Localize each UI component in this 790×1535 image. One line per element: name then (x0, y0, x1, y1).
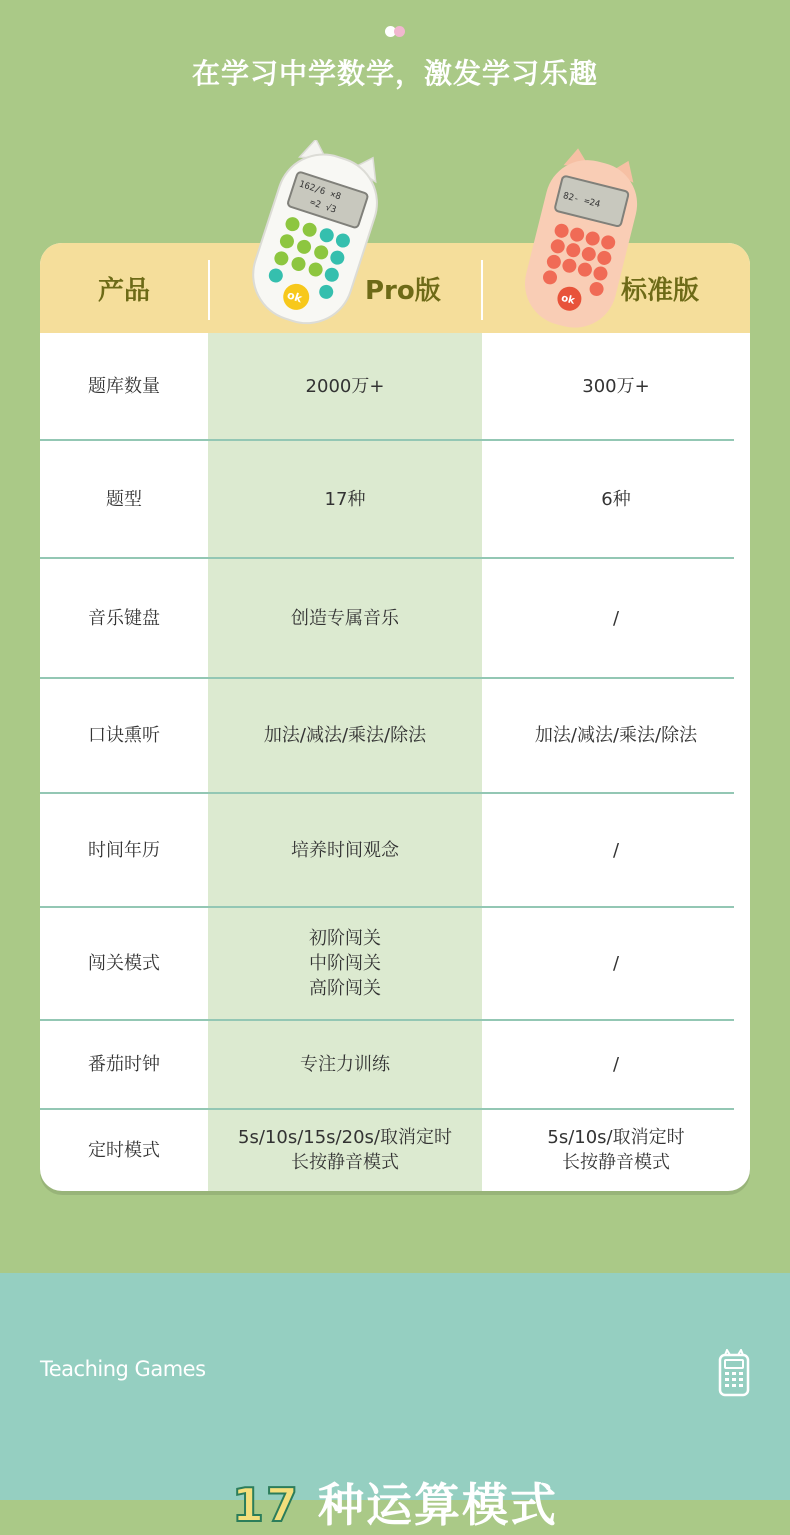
pro-screen-line-2: =2 √3 (308, 197, 338, 216)
standard-cell (482, 1020, 750, 1109)
standard-cell (482, 907, 750, 1020)
pro-cell (208, 1109, 482, 1191)
games-title-number: 17 (231, 1478, 300, 1532)
standard-cell-text: 5s/10s/取消定时 (547, 1127, 685, 1148)
feature-cell (40, 793, 208, 907)
feature-cell (40, 1020, 208, 1109)
indicator-dot[interactable] (394, 26, 405, 37)
feature-cell (40, 333, 208, 440)
pro-cell-text: 5s/10s/15s/20s/取消定时 (238, 1127, 452, 1148)
pro-cell-text: 加法/减法/乘法/除法 (263, 725, 427, 746)
pro-cell-text: 初阶闯关 (309, 928, 381, 949)
header-pro: Pro版 (365, 276, 441, 306)
pro-cell (208, 558, 482, 678)
pro-cell (208, 440, 482, 558)
carousel-indicator (385, 26, 407, 38)
standard-cell-text: / (612, 607, 620, 629)
pro-cell-text: 2000万+ (305, 376, 385, 397)
feature-cell (40, 678, 208, 793)
standard-ok-key-label: ok (559, 292, 576, 307)
comparison-table (40, 243, 750, 1191)
pro-cell (208, 907, 482, 1020)
standard-cell (482, 678, 750, 793)
games-section (0, 1273, 790, 1532)
standard-calculator-icon (520, 146, 644, 334)
standard-cell (482, 1109, 750, 1191)
pro-ok-key-label: ok (285, 288, 304, 306)
standard-cell (482, 333, 750, 440)
pro-cell (208, 678, 482, 793)
games-title (0, 1469, 790, 1532)
pro-cell-text: 培养时间观念 (291, 839, 399, 861)
feature-cell (40, 440, 208, 558)
pro-cell (208, 333, 482, 440)
pro-cell-text: 17种 (324, 488, 366, 510)
calculator-phone-icon (718, 1349, 750, 1397)
header-divider (481, 260, 483, 320)
standard-cell-text: 长按静音模式 (562, 1152, 670, 1173)
standard-cell-text: 300万+ (582, 376, 650, 397)
standard-cell (482, 558, 750, 678)
standard-cell-text: / (612, 953, 620, 974)
standard-cell-text: / (612, 839, 620, 861)
pro-cell-text: 专注力训练 (300, 1054, 390, 1075)
feature-cell-text: 音乐键盘 (88, 607, 160, 629)
page-title: 在学习中学数学，激发学习乐趣 (191, 57, 598, 90)
feature-cell-text: 闯关模式 (88, 953, 160, 974)
pro-cell-text: 中阶闯关 (309, 953, 381, 974)
feature-cell (40, 1109, 208, 1191)
feature-cell (40, 558, 208, 678)
pro-cell (208, 793, 482, 907)
header-divider (208, 260, 210, 320)
standard-device-illustration (520, 146, 644, 334)
standard-cell-text: 6种 (601, 488, 631, 510)
feature-cell-text: 口诀熏听 (88, 725, 160, 746)
pro-screen-line-1: 162/6 ×8 (297, 179, 342, 203)
section-label: Teaching Games (40, 1357, 206, 1381)
pro-cell (208, 1020, 482, 1109)
feature-cell-text: 时间年历 (88, 839, 160, 861)
standard-cell (482, 793, 750, 907)
feature-cell-text: 题库数量 (88, 376, 160, 397)
pro-cell-text: 高阶闯关 (309, 978, 381, 999)
header-product: 产品 (98, 276, 151, 306)
feature-cell-text: 番茄时钟 (88, 1054, 160, 1075)
games-title-text: 种运算模式 (318, 1478, 559, 1532)
feature-cell (40, 907, 208, 1020)
standard-cell-text: 加法/减法/乘法/除法 (534, 725, 698, 746)
header-standard: 标准版 (621, 276, 700, 306)
feature-cell-text: 定时模式 (88, 1139, 160, 1161)
standard-screen-line-1: 82- =24 (561, 191, 602, 211)
standard-cell-text: / (612, 1054, 620, 1075)
standard-cell (482, 440, 750, 558)
feature-cell-text: 题型 (106, 488, 142, 510)
pro-device-illustration (246, 140, 386, 332)
pro-cell-text: 长按静音模式 (291, 1152, 399, 1173)
pro-calculator-icon (246, 140, 386, 332)
pro-cell-text: 创造专属音乐 (291, 607, 399, 629)
